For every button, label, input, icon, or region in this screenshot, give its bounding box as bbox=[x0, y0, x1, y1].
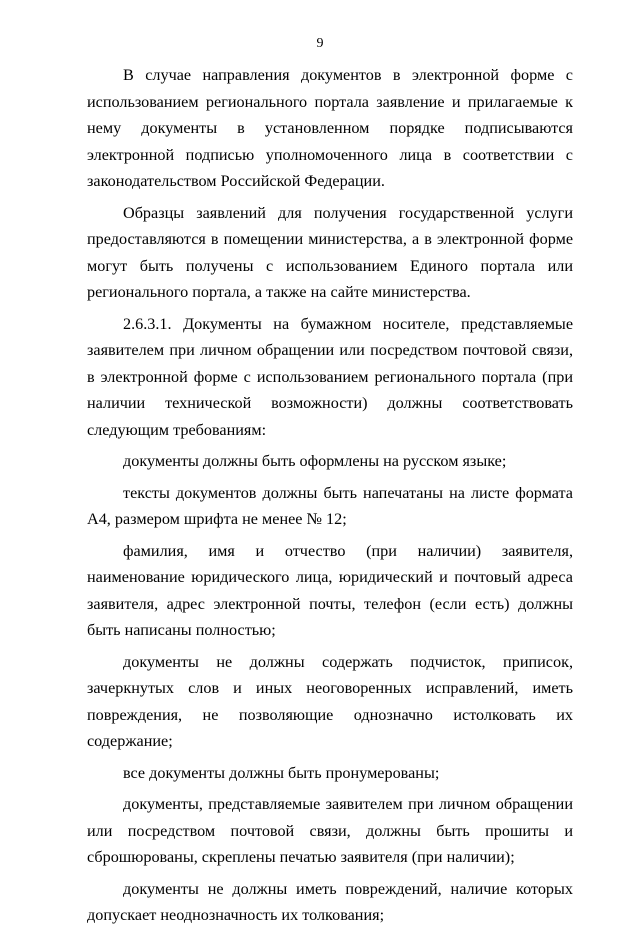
document-body bbox=[87, 62, 573, 929]
paragraph-electronic-signature: В случае направления документов в электронной форме с использованием регионального портала заявление и прилагаемые к нему документы в установленном порядке подписываются электронной подписью уполномоченного лица в соответствии с законодательством Российской Федерации. bbox=[87, 66, 573, 190]
paragraph-2-6-3-1: 2.6.3.1. Документы на бумажном носителе, представляемые заявителем при личном обращении или посредством почтовой связи, в электронной форме с использованием регионального портала (при наличии технической возможности) должны соответствовать следующим требованиям: bbox=[87, 314, 573, 439]
requirement-numbered: все документы должны быть пронумерованы; bbox=[123, 763, 440, 782]
requirement-bound-sealed: документы, представляемые заявителем при личном обращении или посредством почтовой связи, должны быть прошиты и сброшюрованы, скреплены печатью заявителя (при наличии); bbox=[87, 795, 573, 866]
paragraph-application-samples: Образцы заявлений для получения государственной услуги предоставляются в помещении министерства, а в электронной форме могут быть получены с использованием Единого портала или регионального портала, а также на сайте министерства. bbox=[87, 203, 573, 301]
page-number: 9 bbox=[316, 36, 324, 51]
requirement-no-damage: документы не должны иметь повреждений, наличие которых допускает неоднозначность их толкования; bbox=[87, 879, 573, 924]
requirement-a4-format: тексты документов должны быть напечатаны на листе формата А4, размером шрифта не менее № 12; bbox=[87, 483, 573, 528]
requirement-full-names: фамилия, имя и отчество (при наличии) заявителя, наименование юридического лица, юридический и почтовый адреса заявителя, адрес электронной почты, телефон (если есть) должны быть написаны полностью; bbox=[87, 541, 573, 639]
requirement-russian-language: документы должны быть оформлены на русском языке; bbox=[123, 452, 507, 470]
requirement-no-corrections: документы не должны содержать подчисток, приписок, зачеркнутых слов и иных неоговоренных исправлений, иметь повреждения, не позволяющие однозначно истолковать их содержание; bbox=[87, 652, 573, 750]
